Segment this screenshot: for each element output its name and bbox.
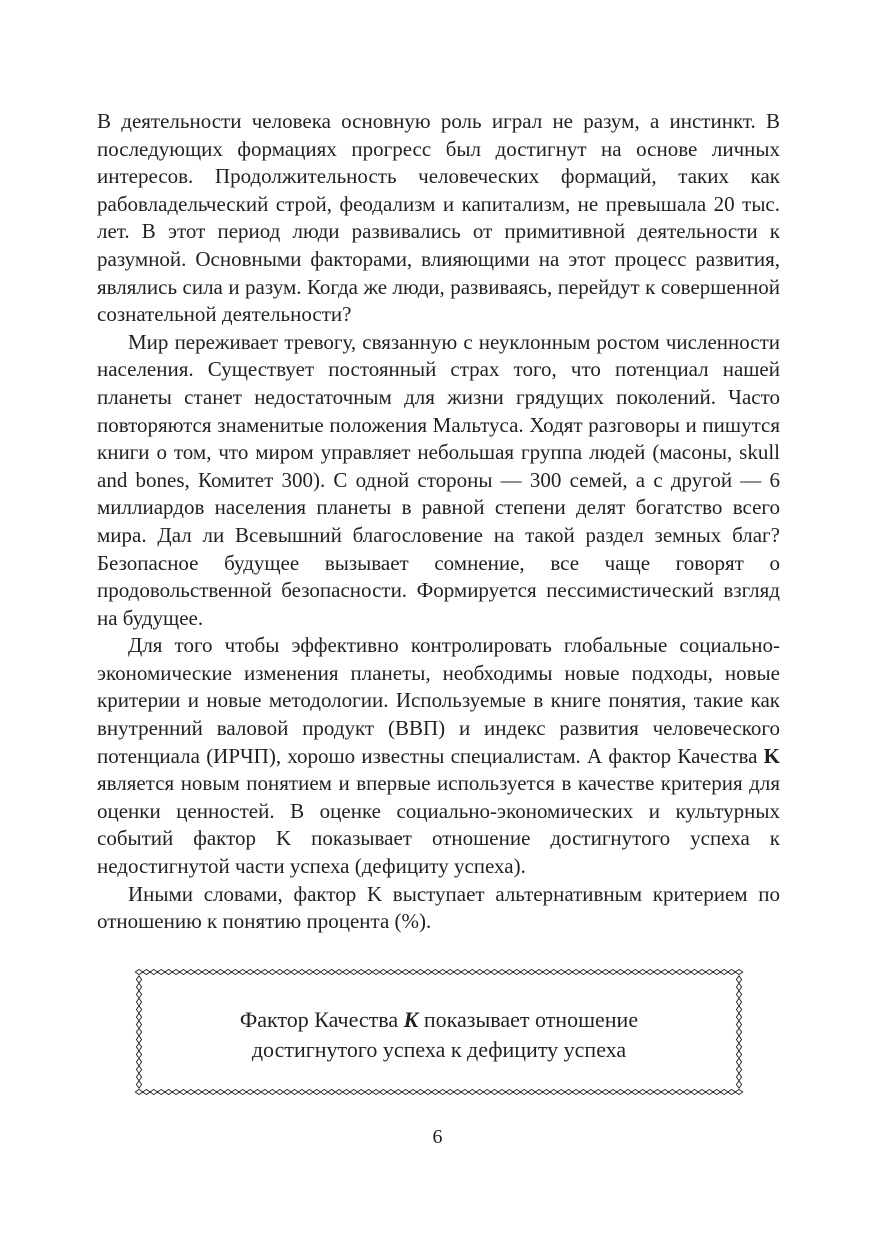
callout-factor-k: K — [403, 1007, 419, 1032]
callout-line-1 — [154, 1005, 724, 1035]
callout-text — [154, 1005, 724, 1065]
body-text — [97, 108, 780, 936]
paragraph-2: Мир переживает тревогу, связанную с неуклонным ростом численности населения. Существует постоянный страх того, что потенциал нашей планеты станет недостаточным для жизни грядущих поколений. Часто повторяются знаменитые положения Мальтуса. Ходят разговоры и пишутся книги о том, что миром управляет небольшая группа людей (масоны, skull and bones, Комитет 300). С одной стороны — 300 семей, а с другой — 6 миллиардов населения планеты в равной степени делят богатство всего мира. Дал ли Всевышний благословение на такой раздел земных благ? Безопасное будущее вызывает сомнение, все чаще говорят о продовольственной безопасности. Формируется пессимистический взгляд на будущее. — [97, 329, 780, 630]
callout-line-1-before: Фактор Качества — [239, 1007, 404, 1032]
paragraph-3-after: является новым понятием и впервые используется в качестве критерия для оценки ценностей. В оценке социально-экономических и культурных событий фактор K показывает отношение достигнутого успеха к недостигнутой части успеха (дефициту успеха). — [97, 771, 780, 879]
callout-box — [134, 967, 744, 1097]
paragraph-4: Иными словами, фактор K выступает альтернативным критерием по отношению к понятию процента (%). — [97, 881, 780, 934]
callout-line-1-after: показывает отношение — [418, 1007, 639, 1032]
paragraph-3 — [97, 632, 780, 880]
paragraph-1: В деятельности человека основную роль играл не разум, а инстинкт. В последующих формациях прогресс был достигнут на основе личных интересов. Продолжительность человеческих формаций, таких как рабовладельческий строй, феодализм и капитализм, не превышала 20 тыс. лет. В этот период люди развивались от примитивной деятельности к разумной. Основными факторами, влияющими на этот процесс развития, являлись сила и разум. Когда же люди, развиваясь, перейдут к совершенной сознательной деятельности? — [97, 109, 780, 327]
page-number: 6 — [432, 1126, 443, 1148]
paragraph-3-before: Для того чтобы эффективно контролировать глобальные социально-экономические изменения планеты, необходимы новые подходы, новые критерии и новые методологии. Используемые в книге понятия, такие как внутренний валовой продукт (ВВП) и индекс развития человеческого потенциала (ИРЧП), хорошо известны специалистам. А фактор Качества — [97, 633, 780, 768]
callout-line-2: достигнутого успеха к дефициту успеха — [251, 1037, 627, 1062]
factor-k-bold: K — [763, 743, 780, 768]
